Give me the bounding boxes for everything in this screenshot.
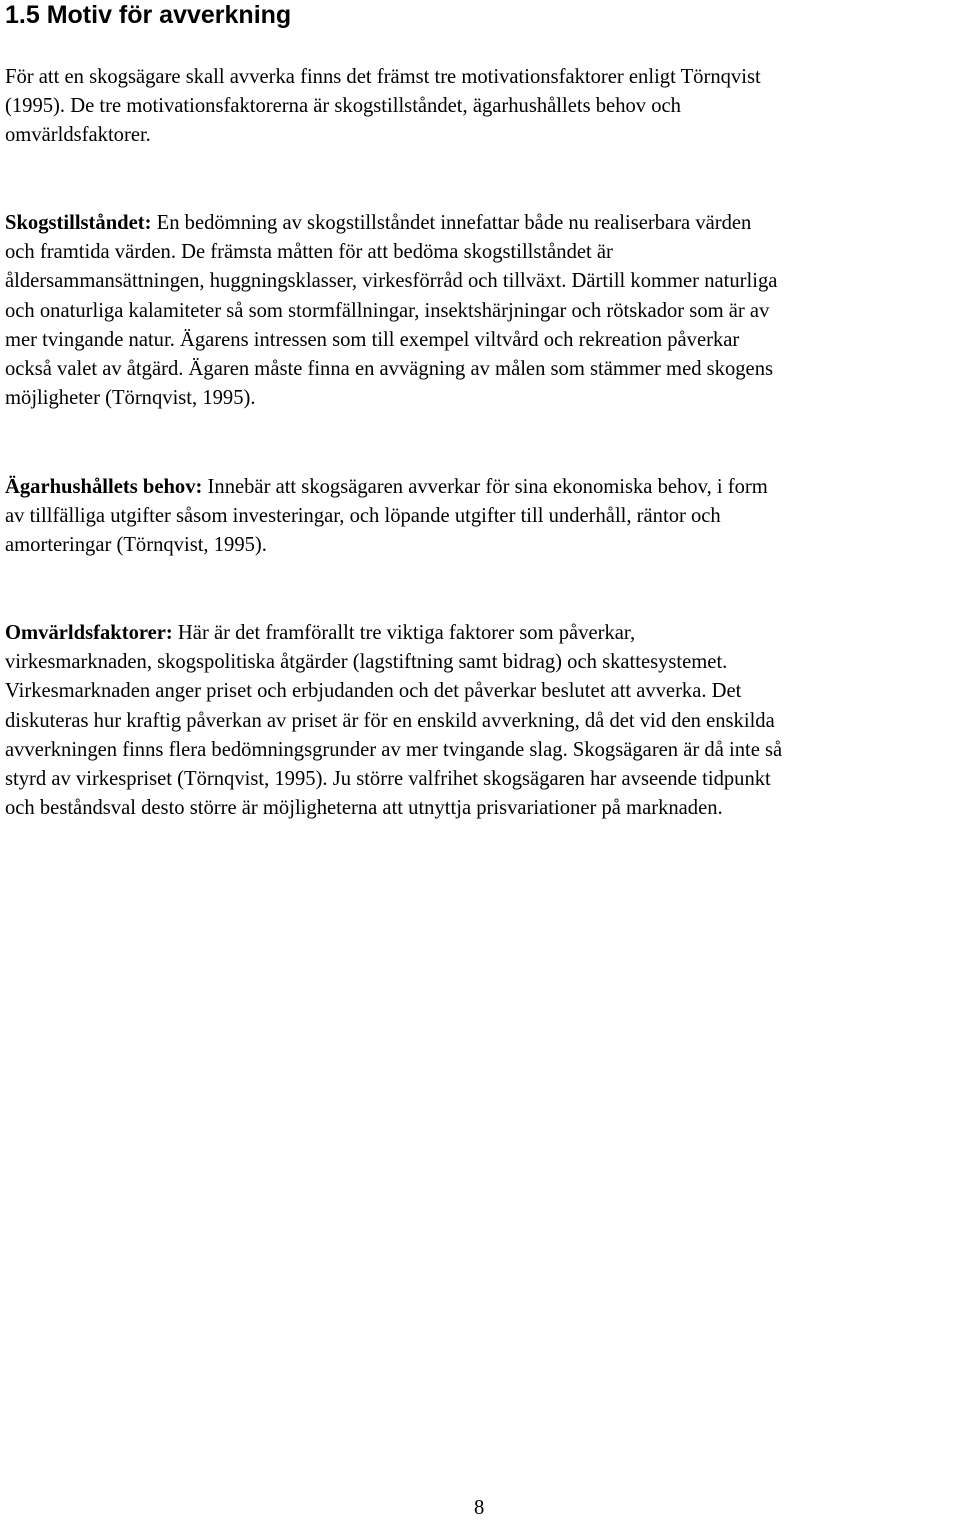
omvarldsfaktorer-first-line-text: Här är det framförallt tre viktiga faktorer som påverkar, — [172, 622, 636, 644]
omvarldsfaktorer-paragraph — [5, 619, 960, 823]
agarhushallets-line-2: av tillfälliga utgifter såsom investeringar, och löpande utgifter till underhåll, räntor och — [5, 505, 721, 528]
intro-paragraph — [5, 63, 960, 151]
intro-line-3: omvärldsfaktorer. — [5, 124, 151, 147]
agarhushallets-paragraph — [5, 473, 960, 561]
skogstillstandet-line-4: och onaturliga kalamiteter så som stormfällningar, insektshärjningar och rötskador som är av — [5, 299, 770, 322]
skogstillstandet-line-5: mer tvingande natur. Ägarens intressen som till exempel viltvård och rekreation påverkar — [5, 328, 740, 351]
omvarldsfaktorer-line-3: Virkesmarknaden anger priset och erbjudanden och det påverkar beslutet att avverka. Det — [5, 680, 742, 703]
omvarldsfaktorer-line-4: diskuteras hur kraftig påverkan av priset är för en enskild avverkning, då det vid den enskilda — [5, 709, 775, 732]
agarhushallets-line-1 — [5, 473, 960, 502]
skogstillstandet-line-3: åldersammansättningen, huggningsklasser, virkesförråd och tillväxt. Därtill kommer naturliga — [5, 270, 778, 293]
skogstillstandet-line-2: och framtida värden. De främsta måtten för att bedöma skogstillståndet är — [5, 241, 613, 264]
skogstillstandet-line-6: också valet av åtgärd. Ägaren måste finna en avvägning av målen som stämmer med skogens — [5, 358, 774, 381]
page-number: 8 — [474, 1497, 485, 1519]
omvarldsfaktorer-line-1 — [5, 619, 960, 648]
omvarldsfaktorer-line-2: virkesmarknaden, skogspolitiska åtgärder (lagstiftning samt bidrag) och skattesystemet. — [5, 651, 728, 674]
omvarldsfaktorer-line-7: och beståndsval desto större är möjligheterna att utnyttja prisvariationer på marknaden. — [5, 797, 723, 820]
skogstillstandet-line-1 — [5, 209, 960, 238]
omvarldsfaktorer-lead: Omvärldsfaktorer: — [5, 622, 173, 644]
omvarldsfaktorer-line-6: styrd av virkespriset (Törnqvist, 1995). Ju större valfrihet skogsägaren har avseende tidpunkt — [5, 768, 771, 791]
intro-line-1: För att en skogsägare skall avverka finns det främst tre motivationsfaktorer enligt Törnqvist — [5, 66, 761, 88]
omvarldsfaktorer-line-5: avverkningen finns flera bedömningsgrunder av mer tvingande slag. Skogsägaren är då inte så — [5, 738, 783, 761]
skogstillstandet-first-line-text: En bedömning av skogstillståndet innefattar både nu realiserbara värden — [151, 212, 752, 234]
intro-line-2: (1995). De tre motivationsfaktorerna är skogstillståndet, ägarhushållets behov och — [5, 95, 681, 118]
agarhushallets-line-3: amorteringar (Törnqvist, 1995). — [5, 534, 267, 557]
skogstillstandet-paragraph — [5, 209, 960, 413]
section-heading: 1.5 Motiv för avverkning — [5, 1, 292, 29]
skogstillstandet-lead: Skogstillståndet: — [5, 212, 152, 234]
skogstillstandet-line-7: möjligheter (Törnqvist, 1995). — [5, 387, 256, 410]
agarhushallets-first-line-text: Innebär att skogsägaren avverkar för sina ekonomiska behov, i form — [202, 476, 768, 498]
agarhushallets-lead: Ägarhushållets behov: — [5, 476, 203, 498]
